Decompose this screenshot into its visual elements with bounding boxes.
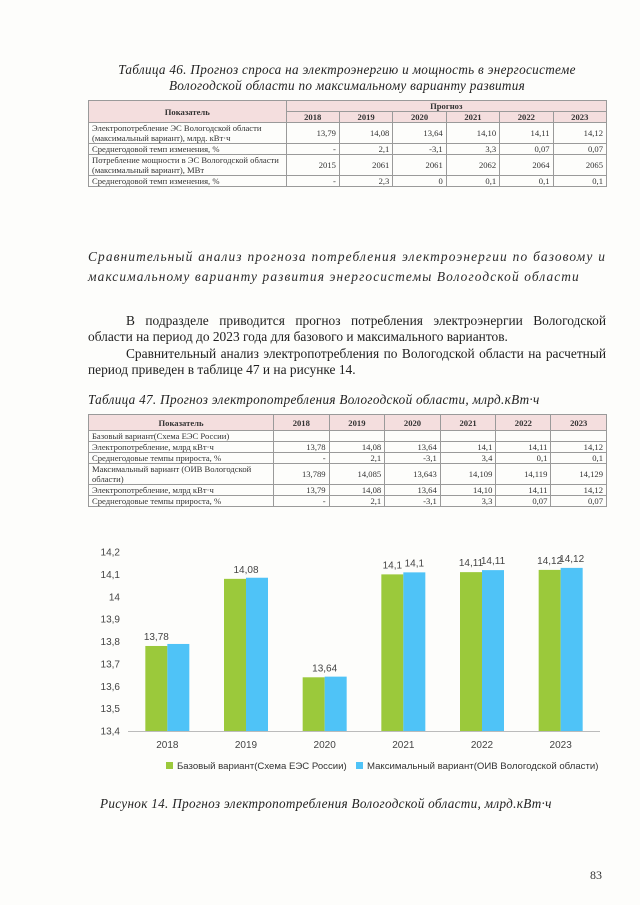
table46-cell: 0,07 [500,144,553,155]
table46-year-2020: 2020 [393,112,446,123]
table47-cell: 14,12 [551,442,607,453]
paragraph-2: Сравнительный анализ электропотребления по Вологодской области на расчетный период приведен в таблице 47 и на рисунке 14. [88,346,606,377]
consumption-bar-chart [88,540,606,790]
table47-cell: -3,1 [385,496,441,507]
table46-row-label: Электропотребление ЭС Вологодской области (максимальный вариант), млрд. кВт·ч [89,123,287,144]
table47-row-label: Электропотребление, млрд кВт·ч [89,485,274,496]
table47-cell: 14,10 [440,485,496,496]
table46-row [89,176,607,187]
table46-cell: 2061 [393,155,446,176]
table46-cell: 3,3 [446,144,499,155]
data-label: 14,12 [537,555,563,567]
table46-cell: 2064 [500,155,553,176]
table46-year-2021: 2021 [446,112,499,123]
data-label: 14,1 [404,558,425,570]
table47-cell: 2,1 [329,496,385,507]
table47-row-label: Максимальный вариант (ОИВ Вологодской области) [89,464,274,485]
legend-swatch-base [166,762,173,769]
table47-cell: 3,3 [440,496,496,507]
table47-cell: 0,1 [551,453,607,464]
y-tick-label: 13,4 [100,726,120,738]
table46-year-2022: 2022 [500,112,553,123]
bar-max-2022 [482,570,504,731]
y-tick-label: 14,1 [100,569,120,581]
data-label: 13,78 [143,631,169,643]
table46-cell: 14,08 [339,123,392,144]
table47-cell: 0,1 [496,453,551,464]
table46-cell: 14,12 [553,123,606,144]
table46-cell: 2,3 [339,176,392,187]
table47-cell [274,431,330,442]
legend-swatch-max [356,762,363,769]
table47-year-2021: 2021 [440,415,496,431]
table46-cell: -3,1 [393,144,446,155]
table47-cell: 13,64 [385,442,441,453]
table47-cell: 0,07 [551,496,607,507]
bar-base-2022 [460,572,482,731]
table47-cell: -3,1 [385,453,441,464]
table46-cell: 2065 [553,155,606,176]
table47-cell: 14,119 [496,464,551,485]
x-tick-label: 2022 [470,740,494,751]
table47-cell: 13,789 [274,464,330,485]
bar-max-2023 [561,568,583,731]
table46-cell: 2061 [339,155,392,176]
y-tick-label: 13,5 [100,704,120,716]
table47-cell: 14,11 [496,485,551,496]
y-tick-label: 14 [108,592,120,604]
page-number: 83 [590,868,602,882]
table47-cell: 14,08 [329,485,385,496]
data-label: 13,64 [312,663,338,675]
table46-row-label: Среднегодовой темп изменения, % [89,176,287,187]
table46-header-label: Показатель [89,101,287,123]
table47-cell: - [274,496,330,507]
x-tick-label: 2019 [234,740,258,751]
table47-caption: Таблица 47. Прогноз электропотребления Вологодской области, млрд.кВт·ч [88,392,540,407]
table47-row [89,453,607,464]
table47-cell: 14,12 [551,485,607,496]
table47-year-2019: 2019 [329,415,385,431]
table47-cell: 2,1 [329,453,385,464]
x-tick-label: 2018 [156,740,179,751]
table47-cell [385,431,441,442]
table46-row-label: Среднегодовой темп изменения, % [89,144,287,155]
table46-row [89,155,607,176]
table47-cell: 14,11 [496,442,551,453]
table47-row-label: Среднегодовые темпы прироста, % [89,496,274,507]
table46-header-group: Прогноз [286,101,606,112]
table47-row [89,464,607,485]
table47-cell: 13,643 [385,464,441,485]
table46-year-2019: 2019 [339,112,392,123]
legend-label-max: Максимальный вариант(ОИВ Вологодской области) [367,761,599,772]
table47 [88,414,607,507]
table46-year-2023: 2023 [553,112,606,123]
table46-cell: 2062 [446,155,499,176]
y-tick-label: 13,6 [100,681,120,693]
table46 [88,100,607,187]
table47-header-label: Показатель [89,415,274,431]
bar-max-2018 [167,644,189,731]
table46-cell: - [286,144,339,155]
table46-cell: 14,11 [500,123,553,144]
paragraph-1: В подразделе приводится прогноз потребления электроэнергии Вологодской области на период до 2023 года для базового и максимального вариантов. [88,313,606,344]
table47-row [89,496,607,507]
x-tick-label: 2021 [392,740,415,751]
data-label: 14,11 [480,556,506,568]
data-label: 14,08 [233,564,259,576]
table47-row-label: Электропотребление, млрд кВт·ч [89,442,274,453]
bar-base-2023 [539,570,561,731]
bar-base-2019 [224,579,246,731]
table47-cell: - [274,453,330,464]
table46-cell: 0,1 [446,176,499,187]
table46-cell: 0,07 [553,144,606,155]
table47-cell: 13,64 [385,485,441,496]
table46-row [89,123,607,144]
data-label: 14,11 [458,558,484,570]
table46-cell: 13,64 [393,123,446,144]
table47-row [89,431,607,442]
table47-cell: 14,085 [329,464,385,485]
table46-cell: 0,1 [553,176,606,187]
table47-year-2023: 2023 [551,415,607,431]
table47-cell [329,431,385,442]
table47-cell: 13,79 [274,485,330,496]
table47-cell: 14,1 [440,442,496,453]
y-tick-label: 13,9 [100,614,120,626]
bar-max-2019 [246,578,268,731]
table47-row-label: Среднегодовые темпы прироста, % [89,453,274,464]
table47-cell: 3,4 [440,453,496,464]
bar-base-2020 [303,677,325,731]
table46-caption: Таблица 46. Прогноз спроса на электроэнергию и мощность в энергосистеме Вологодской области по максимальному варианту развития [118,62,576,93]
data-label: 14,12 [559,553,585,565]
table47-row [89,442,607,453]
data-label: 14,1 [382,560,403,572]
table47-cell [496,431,551,442]
table46-cell: 0 [393,176,446,187]
table46-cell: 14,10 [446,123,499,144]
y-tick-label: 13,7 [100,659,120,671]
table47-cell: 0,07 [496,496,551,507]
bar-base-2018 [145,646,167,731]
table47-row [89,485,607,496]
table46-row-label: Потребление мощности в ЭС Вологодской области (максимальный вариант), МВт [89,155,287,176]
table47-cell [440,431,496,442]
table46-cell: 2015 [286,155,339,176]
table47-cell: 14,109 [440,464,496,485]
bar-max-2021 [403,572,425,731]
table46-cell: 0,1 [500,176,553,187]
table46-row [89,144,607,155]
x-tick-label: 2020 [313,740,336,751]
table46-cell: - [286,176,339,187]
table46-year-2018: 2018 [286,112,339,123]
bar-max-2020 [325,677,347,731]
table47-year-2022: 2022 [496,415,551,431]
table47-cell: 13,78 [274,442,330,453]
bar-base-2021 [381,574,403,731]
table47-cell [551,431,607,442]
table47-year-2018: 2018 [274,415,330,431]
x-tick-label: 2023 [549,740,572,751]
table46-cell: 13,79 [286,123,339,144]
table47-row-label: Базовый вариант(Схема ЕЭС России) [89,431,274,442]
table47-cell: 14,129 [551,464,607,485]
y-tick-label: 14,2 [100,547,120,559]
section-heading: Сравнительный анализ прогноза потребления электроэнергии по базовому и максимальному варианту развития энергосистемы Вологодской области [88,249,606,284]
table47-year-2020: 2020 [385,415,441,431]
figure-caption: Рисунок 14. Прогноз электропотребления Вологодской области, млрд.кВт·ч [100,796,552,811]
table47-cell: 14,08 [329,442,385,453]
table46-cell: 2,1 [339,144,392,155]
legend-label-base: Базовый вариант(Схема ЕЭС России) [177,761,347,772]
y-tick-label: 13,8 [100,637,120,648]
